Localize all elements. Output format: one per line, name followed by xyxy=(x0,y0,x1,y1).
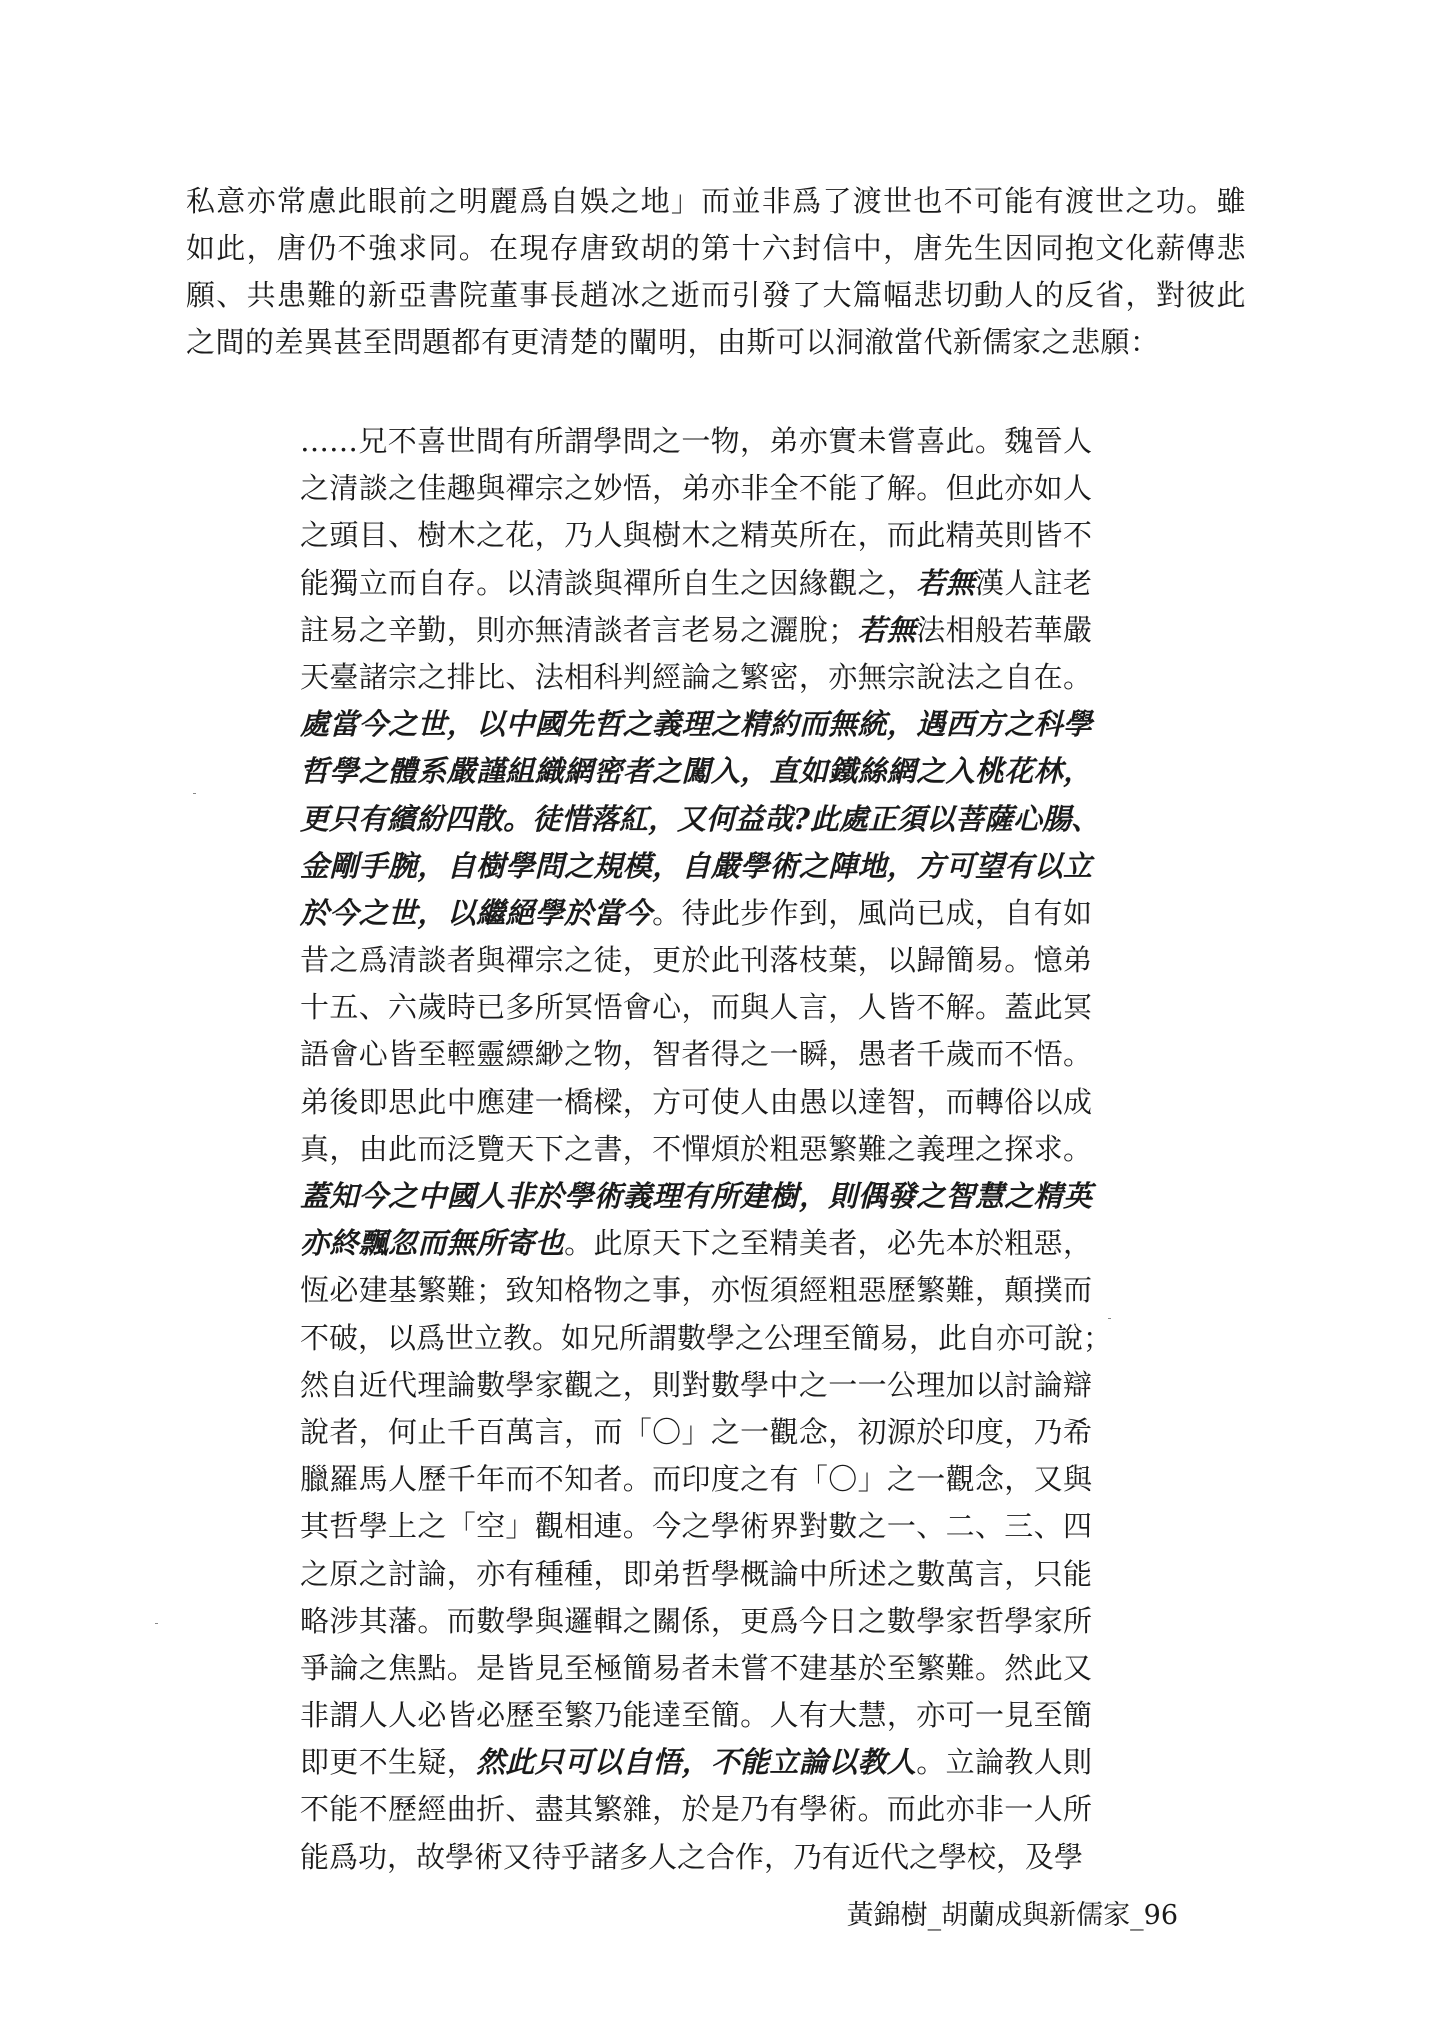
quote-line xyxy=(300,937,1092,984)
quote-line xyxy=(300,1267,1092,1314)
quote-text: 略涉其藩。而數學與邏輯之關係，更爲今日之數學家哲學家所 xyxy=(300,1603,1092,1638)
quote-line xyxy=(300,1834,1092,1881)
quote-text: 其哲學上之「空」觀相連。今之學術界對數之一、二、三、四 xyxy=(300,1509,1092,1544)
quote-line xyxy=(300,654,1092,701)
quote-text: 。待此步作到，風尚已成，自有如 xyxy=(652,895,1092,930)
emphasized-text: 然此只可以自悟，不能立論以教人 xyxy=(476,1745,917,1780)
quote-line xyxy=(300,1692,1092,1739)
quote-text: 註易之辛勤，則亦無清談者言老易之灑脫； xyxy=(300,612,858,647)
quote-line xyxy=(300,1645,1092,1692)
quote-line xyxy=(300,1598,1092,1645)
quote-line xyxy=(300,748,1092,795)
quote-text: ……兄不喜世間有所謂學問之一物，弟亦實未嘗喜此。魏晉人 xyxy=(300,424,1092,458)
quote-text: 然自近代理論數學家觀之，則對數學中之一一公理加以討論辯 xyxy=(300,1367,1092,1402)
quote-text: 。此原天下之至精美者，必先本於粗惡， xyxy=(564,1226,1092,1261)
quote-line xyxy=(300,512,1092,559)
page-footer: 黃錦樹_胡蘭成與新儒家_96 xyxy=(846,1900,1178,1931)
emphasized-text: 亦終飄忽而無所寄也 xyxy=(300,1226,565,1261)
quote-text: 不破，以爲世立教。如兄所謂數學之公理至簡易，此自亦可說； xyxy=(300,1320,1113,1355)
intro-line: 之間的差異甚至問題都有更清楚的闡明，由斯可以洞澈當代新儒家之悲願： xyxy=(186,325,1160,359)
emphasized-text: 哲學之體系嚴謹組織網密者之闖入，直如鐵絲網之入桃花林， xyxy=(300,754,1092,789)
intro-line: 私意亦常慮此眼前之明麗爲自娛之地」而並非爲了渡世也不可能有渡世之功。雖 xyxy=(186,184,1246,218)
quote-text: 十五、六歲時已多所冥悟會心，而與人言，人皆不解。蓋此冥 xyxy=(300,990,1092,1025)
quote-line xyxy=(300,1551,1092,1598)
scan-speck xyxy=(1108,1318,1111,1319)
emphasized-text: 若無 xyxy=(857,612,917,647)
quote-text: 爭論之焦點。是皆見至極簡易者未嘗不建基於至繁難。然此又 xyxy=(300,1650,1092,1685)
quote-line xyxy=(300,1456,1092,1503)
quote-line xyxy=(300,843,1092,890)
intro-paragraph xyxy=(186,178,1246,366)
quote-line xyxy=(300,796,1100,843)
emphasized-text: 若無 xyxy=(916,565,975,600)
quote-text: 之原之討論，亦有種種，即弟哲學概論中所述之數萬言，只能 xyxy=(300,1556,1092,1591)
quote-line xyxy=(300,607,1092,654)
quote-line xyxy=(300,1409,1092,1456)
quote-text: 弟後即思此中應建一橋樑，方可使人由愚以達智，而轉俗以成 xyxy=(300,1084,1092,1119)
quote-line xyxy=(300,1786,1092,1833)
quote-text: 之頭目、樹木之花，乃人與樹木之精英所在，而此精英則皆不 xyxy=(300,518,1092,553)
quote-line xyxy=(300,1220,1092,1267)
quote-line xyxy=(300,1079,1092,1126)
quote-line xyxy=(300,1362,1092,1409)
quote-text: 語會心皆至輕靈縹緲之物，智者得之一瞬，愚者千歲而不悟。 xyxy=(300,1037,1092,1072)
emphasized-text: 於今之世，以繼絕學於當今 xyxy=(300,895,653,930)
quote-text: 不能不歷經曲折、盡其繁雜，於是乃有學術。而此亦非一人所 xyxy=(300,1792,1092,1827)
quote-text: 漢人註老 xyxy=(974,565,1092,600)
quote-line xyxy=(300,701,1092,748)
scan-speck xyxy=(155,1623,158,1624)
quote-line xyxy=(300,984,1092,1031)
quote-line xyxy=(300,1031,1092,1078)
quote-text: 真，由此而泛覽天下之書，不憚煩於粗惡繁難之義理之探求。 xyxy=(300,1131,1092,1166)
quote-line xyxy=(300,1173,1092,1220)
quote-text: 即更不生疑， xyxy=(300,1745,477,1780)
quote-text: 昔之爲清談者與禪宗之徒，更於此刊落枝葉，以歸簡易。憶弟 xyxy=(300,943,1092,978)
quote-text: 。立論教人則 xyxy=(916,1745,1092,1780)
quote-text: 能爲功，故學術又待乎諸多人之合作，乃有近代之學校，及學 xyxy=(300,1839,1084,1874)
emphasized-text: 更只有繽紛四散。徒惜落紅，又何益哉?此處正須以菩薩心腸、 xyxy=(300,801,1100,836)
intro-line: 願、共患難的新亞書院董事長趙冰之逝而引發了大篇幅悲切動人的反省，對彼此 xyxy=(186,278,1246,312)
quote-text: 非謂人人必皆必歷至繁乃能達至簡。人有大慧，亦可一見至簡 xyxy=(300,1698,1092,1733)
quote-line xyxy=(300,418,1092,465)
quote-text: 之清談之佳趣與禪宗之妙悟，弟亦非全不能了解。但此亦如人 xyxy=(300,471,1092,506)
quote-text: 法相般若華嚴 xyxy=(916,612,1092,647)
quote-line xyxy=(300,1739,1092,1786)
emphasized-text: 處當今之世，以中國先哲之義理之精約而無統，遇西方之科學 xyxy=(300,707,1092,742)
quote-text: 天臺諸宗之排比、法相科判經論之繁密，亦無宗說法之自在。 xyxy=(300,659,1092,694)
quote-text: 能獨立而自存。以清談與禪所自生之因緣觀之， xyxy=(300,565,917,600)
emphasized-text: 金剛手腕，自樹學問之規模，自嚴學術之陣地，方可望有以立 xyxy=(300,848,1092,883)
block-quote xyxy=(300,418,1113,1881)
quote-line xyxy=(300,465,1092,512)
quote-text: 說者，何止千百萬言，而「〇」之一觀念，初源於印度，乃希 xyxy=(300,1414,1092,1449)
quote-line xyxy=(300,1126,1092,1173)
scan-speck xyxy=(193,793,196,794)
emphasized-text: 蓋知今之中國人非於學術義理有所建樹，則偶發之智慧之精英 xyxy=(300,1179,1092,1213)
quote-line xyxy=(300,1503,1092,1550)
quote-line xyxy=(300,890,1092,937)
intro-line: 如此，唐仍不強求同。在現存唐致胡的第十六封信中，唐先生因同抱文化薪傳悲 xyxy=(186,231,1246,265)
quote-text: 臘羅馬人歷千年而不知者。而印度之有「〇」之一觀念，又與 xyxy=(300,1462,1092,1497)
quote-line xyxy=(300,1315,1113,1362)
quote-text: 恆必建基繁難；致知格物之事，亦恆須經粗惡歷繁難，顛撲而 xyxy=(300,1273,1092,1308)
quote-line xyxy=(300,560,1092,607)
